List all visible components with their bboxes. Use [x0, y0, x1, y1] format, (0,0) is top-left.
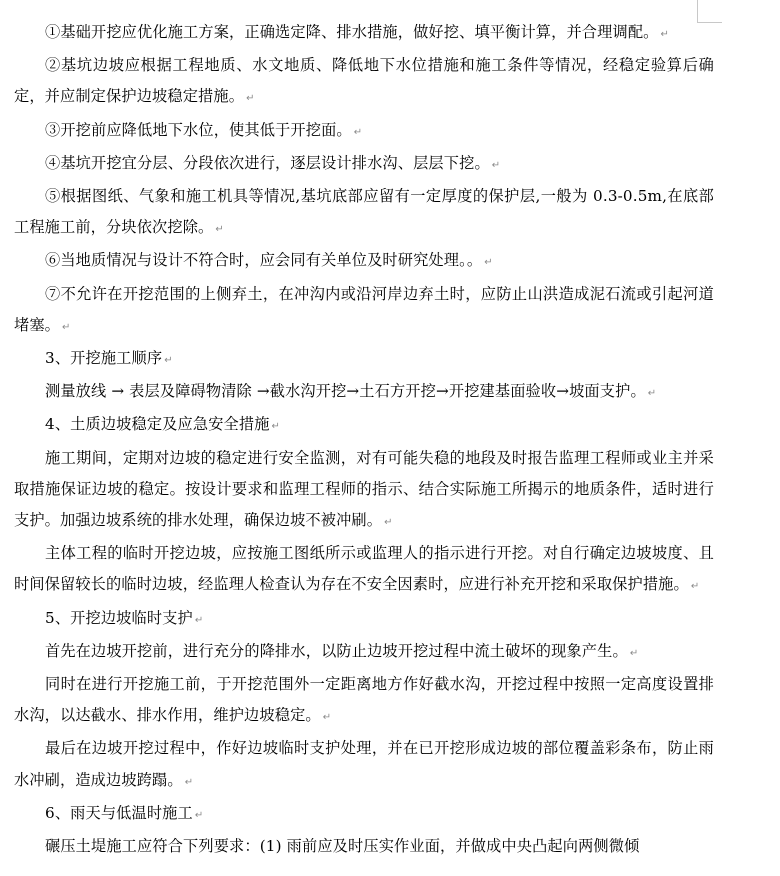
paragraph-text: ②基坑边坡应根据工程地质、水文地质、降低地下水位措施和施工条件等情况，经稳定验算后确定，并应制定保护边坡稳定措施。 [14, 56, 714, 106]
section-heading [14, 409, 714, 442]
paragraph-text: ③开挖前应降低地下水位，使其低于开挖面。 [45, 120, 352, 139]
paragraph-mark-icon: ↵ [690, 581, 700, 593]
section-heading [14, 798, 714, 831]
paragraph-text: ①基础开挖应优化施工方案，正确选定降、排水措施，做好挖、填平衡计算，并合理调配。 [45, 23, 659, 41]
body-paragraph [14, 669, 714, 733]
construction-sequence [14, 376, 714, 409]
paragraph-mark-icon: ↵ [194, 809, 204, 821]
list-item [14, 115, 714, 148]
paragraph-mark-icon: ↵ [62, 321, 71, 333]
paragraph-mark-icon: ↵ [246, 93, 255, 105]
paragraph-mark-icon: ↵ [164, 355, 173, 367]
document-body[interactable] [14, 17, 714, 862]
body-paragraph [14, 538, 714, 602]
paragraph-text: ⑤根据图纸、气象和施工机具等情况,基坑底部应留有一定厚度的保护层,一般为 0.3-0.5m,在底部工程施工前，分块依次挖除。 [14, 187, 714, 237]
section-heading [14, 603, 714, 636]
paragraph-mark-icon: ↵ [629, 647, 639, 659]
list-item [14, 148, 714, 181]
paragraph-text: 最后在边坡开挖过程中，作好边坡临时支护处理，并在已开挖形成边坡的部位覆盖彩条布，防止雨水冲刷，造成边坡跨蹋。 [14, 739, 714, 789]
list-item [14, 279, 714, 343]
paragraph-mark-icon: ↵ [271, 421, 281, 433]
paragraph-mark-icon: ↵ [353, 126, 363, 138]
paragraph-text: 同时在进行开挖施工前，于开挖范围外一定距离地方作好截水沟，开挖过程中按照一定高度设置排水沟，以达截水、排水作用，维护边坡稳定。 [14, 675, 714, 725]
body-paragraph [14, 636, 714, 669]
paragraph-text: 5、开挖边坡临时支护 [45, 608, 193, 627]
paragraph-text: 主体工程的临时开挖边坡，应按施工图纸所示或监理人的指示进行开挖。对自行确定边坡坡度、且时间保留较长的临时边坡，经监理人检查认为存在不安全因素时，应进行补充开挖和采取保护措施。 [14, 544, 714, 594]
paragraph-mark-icon: ↵ [647, 388, 657, 400]
paragraph-text: 测量放线 → 表层及障碍物清除 →截水沟开挖→土石方开挖→开挖建基面验收→坡面支护。 [45, 382, 646, 401]
paragraph-text: ⑦不允许在开挖范围的上侧弃土，在冲沟内或沿河岸边弃土时，应防止山洪造成泥石流或引起河道堵塞。 [14, 284, 714, 334]
body-paragraph [14, 443, 714, 539]
list-item [14, 245, 714, 278]
paragraph-mark-icon: ↵ [194, 614, 204, 626]
paragraph-text: ⑥当地质情况与设计不符合时，应会同有关单位及时研究处理。。 [45, 251, 483, 270]
list-item [14, 50, 714, 114]
body-paragraph [14, 831, 714, 862]
paragraph-mark-icon: ↵ [184, 776, 194, 788]
list-item [14, 181, 714, 245]
paragraph-text: 碾压土堤施工应符合下列要求：(1) 雨前应及时压实作业面，并做成中央凸起向两侧微倾 [45, 837, 640, 856]
paragraph-text: 首先在边坡开挖前，进行充分的降排水，以防止边坡开挖过程中流土破坏的现象产生。 [45, 641, 628, 660]
paragraph-text: 施工期间，定期对边坡的稳定进行安全监测，对有可能失稳的地段及时报告监理工程师或业主并采取措施保证边坡的稳定。按设计要求和监理工程师的指示、结合实际施工所揭示的地质条件，适时进行支护。加强边坡系统的排水处理，确保边坡不被冲刷。 [14, 448, 714, 530]
paragraph-mark-icon: ↵ [660, 29, 670, 40]
paragraph-mark-icon: ↵ [491, 159, 501, 171]
paragraph-text: 3、开挖施工顺序 [45, 349, 163, 368]
paragraph-text: 4、土质边坡稳定及应急安全措施 [45, 415, 270, 434]
list-item [14, 17, 714, 50]
paragraph-mark-icon: ↵ [484, 257, 493, 269]
paragraph-mark-icon: ↵ [384, 517, 393, 529]
paragraph-text: ④基坑开挖宜分层、分段依次进行，逐层设计排水沟、层层下挖。 [45, 153, 490, 172]
section-heading [14, 343, 714, 376]
paragraph-text: 6、雨天与低温时施工 [45, 803, 193, 822]
paragraph-mark-icon: ↵ [322, 712, 332, 724]
body-paragraph [14, 733, 714, 797]
paragraph-mark-icon: ↵ [215, 224, 224, 236]
